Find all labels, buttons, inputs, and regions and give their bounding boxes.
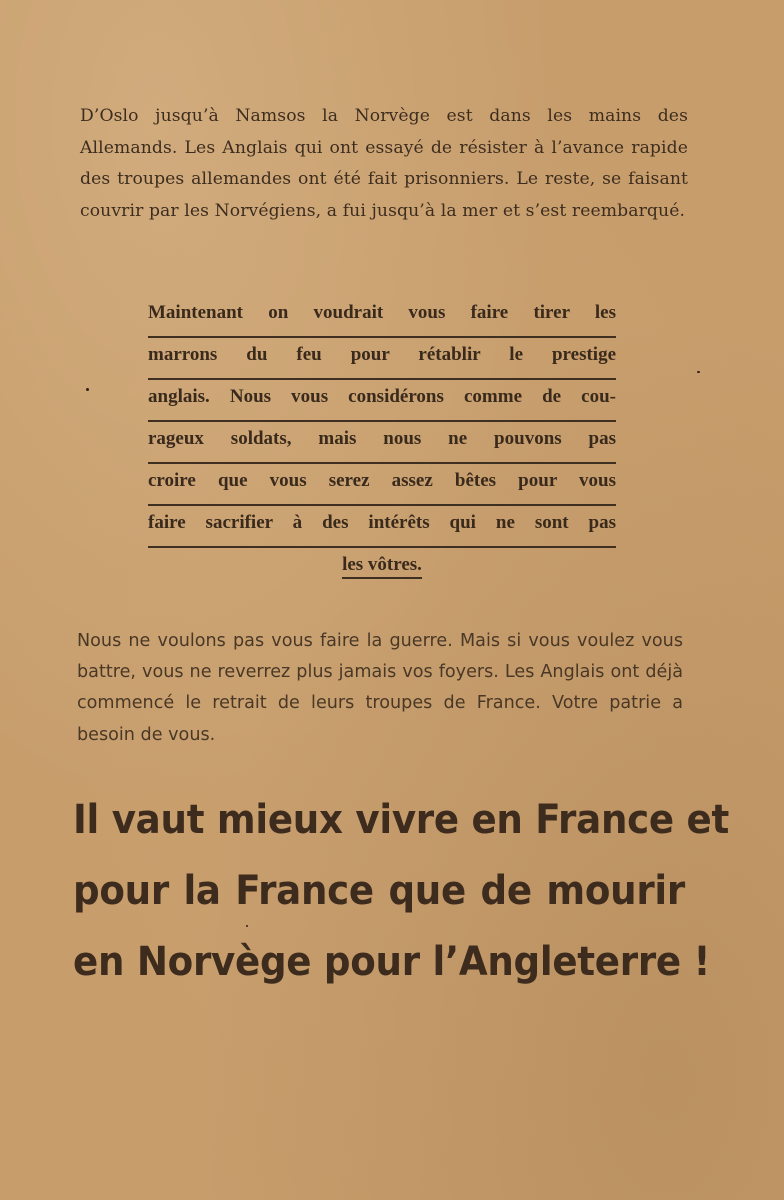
slogan-line: pour la France que de mourir [73,868,685,914]
intro-paragraph: D’Oslo jusqu’à Namsos la Norvège est dans les mains des Allemands. Les Anglais qui ont essayé de résister à l’avance rapide des troupes allemandes ont été fait prisonniers. Le reste, se faisant couvrir par les Norvégiens, a fui jusqu’à la mer et s’est reembarqué. [80,106,688,221]
paper-speck [246,925,248,927]
quote-line: les vôtres. [342,554,422,579]
slogan [73,785,730,998]
quote-line: marrons du feu pour rétablir le prestige [148,338,616,380]
underlined-quote [148,296,616,590]
paper-speck [697,371,700,373]
quote-line: anglais. Nous vous considérons comme de cou- [148,380,616,422]
quote-line: Maintenant on voudrait vous faire tirer les [148,296,616,338]
quote-line: croire que vous serez assez bêtes pour vous [148,464,616,506]
quote-last-line [148,548,616,590]
slogan-line: en Norvège pour l’Angleterre ! [73,939,711,985]
paper-speck [86,388,89,391]
middle-paragraph: Nous ne voulons pas vous faire la guerre. Mais si vous voulez vous battre, vous ne reverrez plus jamais vos foyers. Les Anglais ont déjà commencé le retrait de leurs troupes de France. Votre patrie a besoin de vous. [77,631,683,745]
quote-line: faire sacrifier à des intérêts qui ne sont pas [148,506,616,548]
quote-line: rageux soldats, mais nous ne pouvons pas [148,422,616,464]
slogan-line: Il vaut mieux vivre en France et [73,797,730,843]
